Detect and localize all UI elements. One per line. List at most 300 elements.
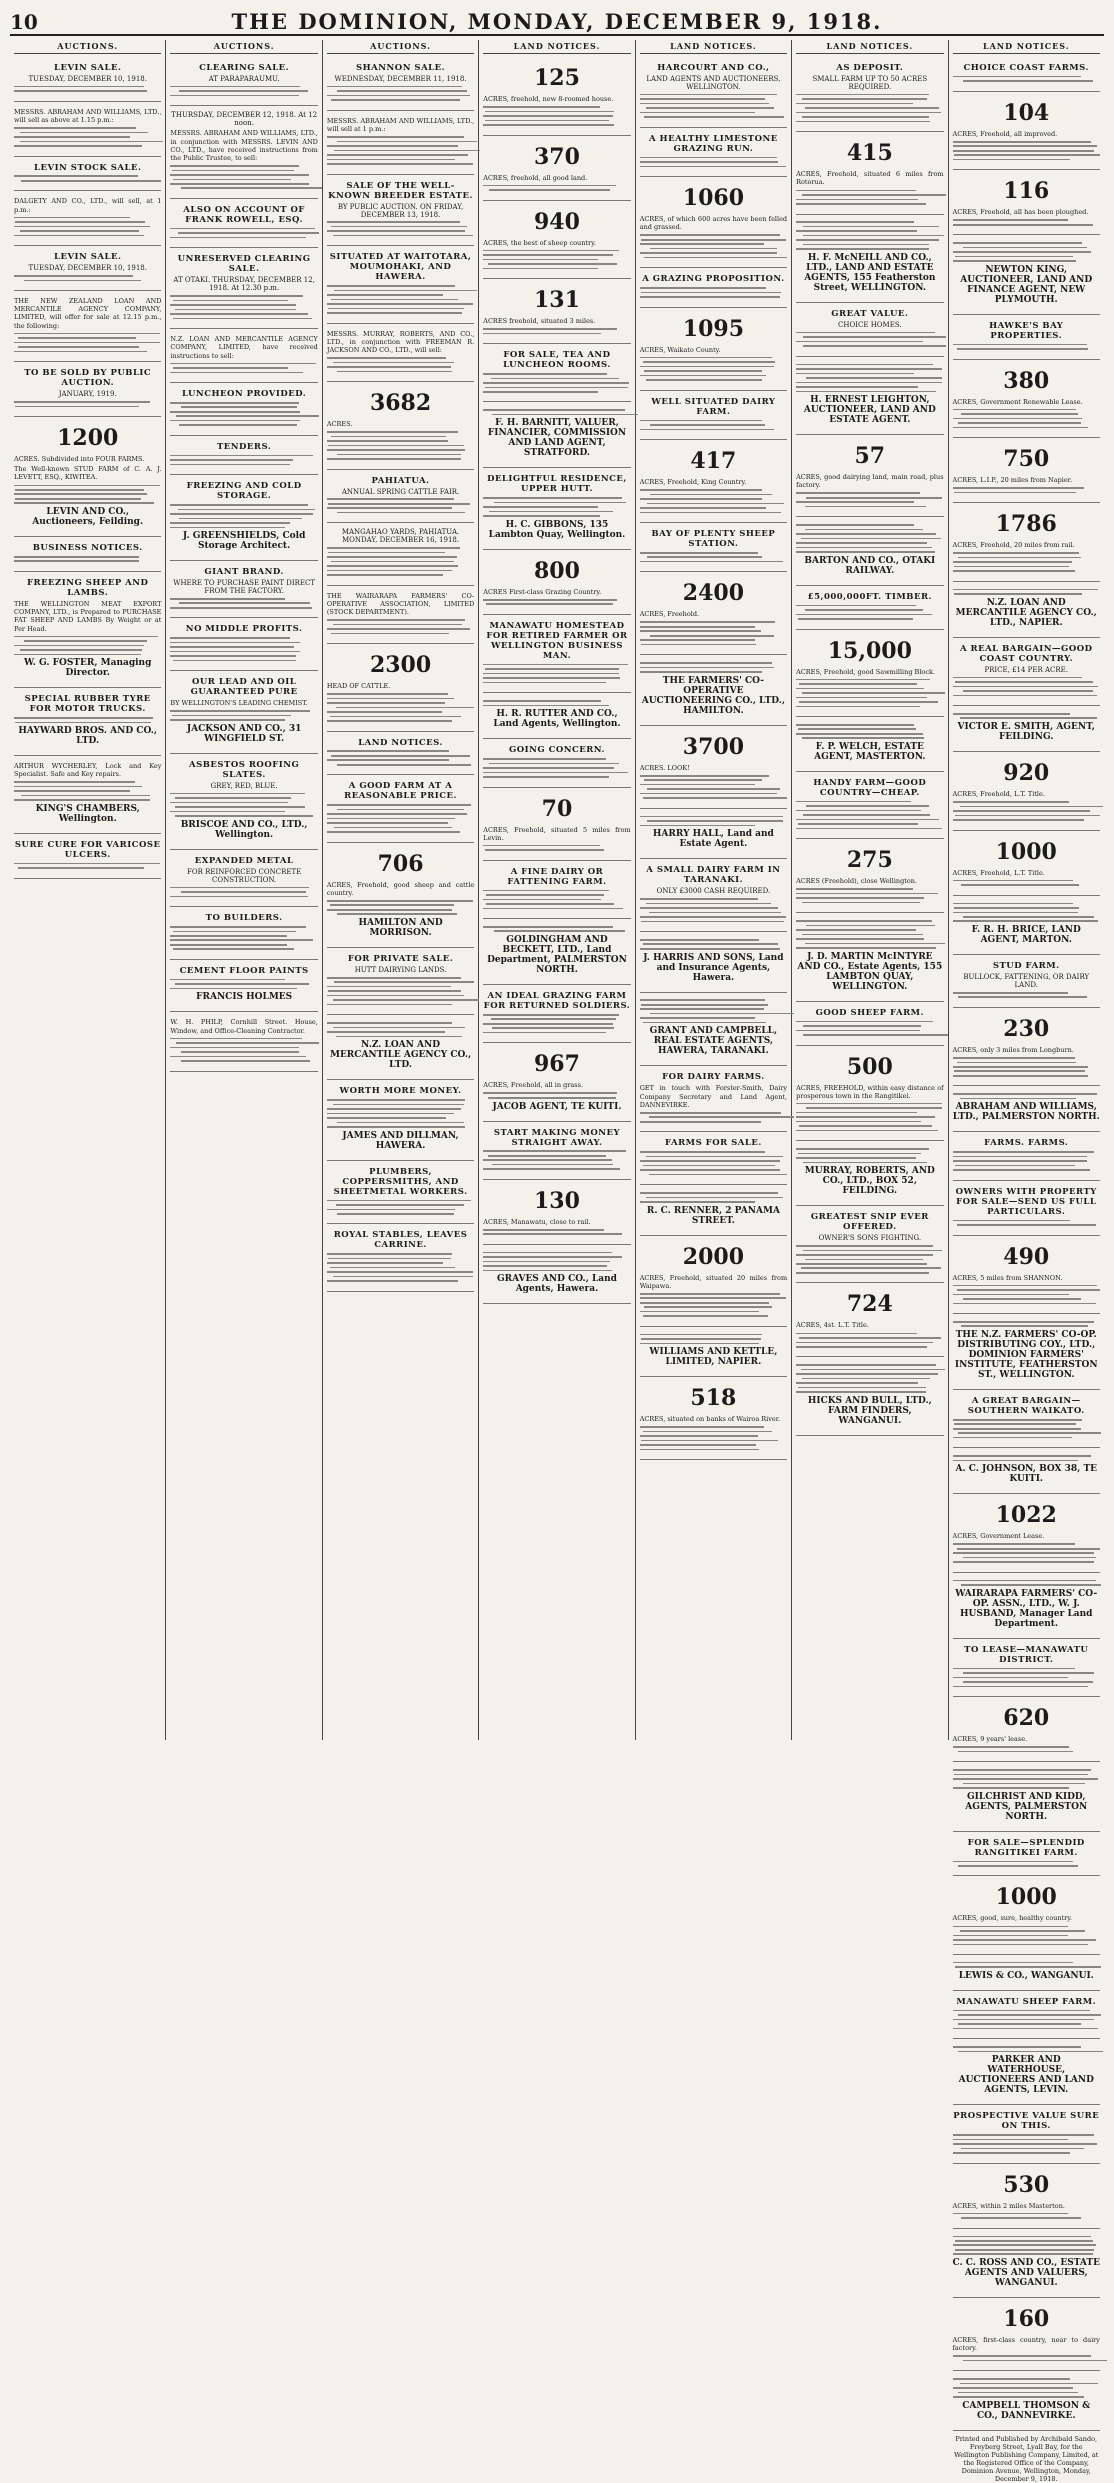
ad-advertiser: H. C. GIBBONS, 135 Lambton Quay, Wellington. <box>488 519 626 540</box>
type-line <box>24 280 140 282</box>
type-line <box>176 415 319 417</box>
type-line <box>796 706 920 708</box>
type-line <box>806 925 934 927</box>
ad-acreage: 57 <box>854 443 886 470</box>
advertisement <box>327 775 474 842</box>
type-line <box>953 1160 1087 1162</box>
type-line <box>953 1321 1095 1323</box>
ad-advertiser: MURRAY, ROBERTS, AND CO., LTD., BOX 52, FEILDING. <box>804 1166 935 1197</box>
type-line <box>327 1200 471 1202</box>
type-line <box>18 867 143 869</box>
ad-advertiser: N.Z. LOAN AND MERCANTILE AGENCY CO., LTD. <box>329 1040 472 1071</box>
type-line <box>483 185 616 187</box>
ad-heading: LEVIN SALE. <box>54 63 122 73</box>
advertisement <box>796 839 943 913</box>
type-line <box>327 693 448 695</box>
type-line <box>805 529 923 531</box>
type-line <box>953 418 1083 420</box>
body-copy-lines <box>327 977 474 1006</box>
advertisement <box>483 344 630 402</box>
ad-acreage: 750 <box>1003 446 1050 473</box>
ad-advertiser: J. D. MARTIN McINTYRE AND CO., Estate Agents, 155 LAMBTON QUAY, WELLINGTON. <box>797 951 943 992</box>
type-line <box>640 825 755 827</box>
body-copy-lines <box>327 804 474 833</box>
advertisement <box>327 843 474 948</box>
advertisement <box>483 1245 630 1304</box>
ad-advertiser: VICTOR E. SMITH, AGENT, FEILDING. <box>957 722 1095 743</box>
advertisement <box>170 907 317 960</box>
body-copy-lines <box>483 373 630 393</box>
type-line <box>640 1151 765 1153</box>
type-line <box>170 944 286 946</box>
type-line <box>331 99 459 101</box>
ad-heading: SHANNON SALE. <box>356 63 446 73</box>
ad-acreage-detail: ACRES, L.I.P., 20 miles from Napier. <box>952 476 1073 485</box>
type-line <box>170 811 285 813</box>
advertisement <box>953 1008 1100 1087</box>
type-line <box>953 242 1083 244</box>
body-copy-lines <box>640 775 787 799</box>
type-line <box>796 1346 927 1348</box>
body-copy-lines <box>327 1099 474 1128</box>
advertisement <box>953 1991 1100 2039</box>
advertisement <box>640 932 787 992</box>
type-line <box>14 351 147 353</box>
advertisement <box>483 1180 630 1245</box>
advertisement <box>640 440 787 523</box>
type-line <box>953 1746 1069 1748</box>
ad-heading: PROSPECTIVE VALUE SURE ON THIS. <box>953 2111 1100 2132</box>
type-line <box>953 2387 1074 2389</box>
body-copy-lines <box>483 1229 630 1235</box>
type-line <box>640 366 774 368</box>
type-line <box>640 1008 764 1010</box>
ad-acreage: 500 <box>846 1053 893 1080</box>
type-line <box>803 1250 942 1252</box>
body-copy-lines <box>170 455 317 466</box>
type-line <box>953 1926 1068 1928</box>
advertisement <box>170 671 317 754</box>
body-copy-lines <box>327 750 474 765</box>
type-line <box>327 357 446 359</box>
type-line <box>953 1057 1075 1059</box>
type-line <box>170 464 289 466</box>
body-copy-lines <box>953 801 1100 821</box>
body-copy-lines <box>796 1103 943 1132</box>
type-line <box>803 1034 947 1036</box>
ad-acreage-detail: ACRES freehold, situated 3 miles. <box>483 317 596 326</box>
type-line <box>327 154 469 156</box>
advertisement <box>640 993 787 1067</box>
type-line <box>640 621 776 623</box>
type-line <box>961 1584 1101 1586</box>
type-line <box>488 1097 616 1099</box>
body-copy-lines <box>640 157 787 168</box>
ad-advertiser: LEVIN AND CO., Auctioneers, Feilding. <box>32 507 144 528</box>
body-copy-lines <box>796 190 943 205</box>
body-copy-lines <box>953 1220 1100 1226</box>
ad-acreage: 1095 <box>682 315 745 342</box>
type-line <box>640 898 758 900</box>
body-copy-lines <box>953 76 1100 82</box>
body-copy-lines <box>14 175 161 181</box>
type-line <box>963 1557 1096 1559</box>
type-line <box>640 252 777 254</box>
type-line <box>181 1051 299 1053</box>
type-line <box>953 1285 1097 1287</box>
ad-heading: A HEALTHY LIMESTONE GRAZING RUN. <box>649 133 778 154</box>
type-line <box>170 1047 298 1049</box>
type-line <box>328 1258 450 1260</box>
ad-heading: PLUMBERS, COPPERSMITHS, AND SHEETMETAL WORKERS. <box>333 1166 468 1197</box>
body-copy-lines <box>483 1150 630 1170</box>
type-line <box>796 1021 933 1023</box>
type-line <box>796 501 914 503</box>
ad-advertiser: CAMPBELL THOMSON & CO., DANNEVIRKE. <box>962 2400 1091 2421</box>
type-line <box>14 717 153 719</box>
type-line <box>953 2355 1092 2357</box>
ad-heading: GIANT BRAND. <box>204 567 284 578</box>
type-line <box>14 502 154 504</box>
type-line <box>955 681 1092 683</box>
type-line <box>181 891 306 893</box>
ad-advertiser: HARRY HALL, Land and Estate Agent. <box>652 829 774 850</box>
type-line <box>953 1935 1068 1937</box>
type-line <box>327 449 466 451</box>
type-line <box>170 504 307 506</box>
type-line <box>957 1548 1100 1550</box>
type-line <box>489 511 613 513</box>
ad-heading: TO BE SOLD BY PUBLIC AUCTION. <box>24 368 152 389</box>
ad-acreage-detail: ACRES, within 2 miles Masterton. <box>952 2201 1065 2210</box>
ad-acreage-detail: ACRES, freehold, all good land. <box>483 173 588 182</box>
type-line <box>170 637 289 639</box>
type-line <box>640 626 755 628</box>
body-copy-lines <box>14 556 161 562</box>
page-column <box>323 40 479 1740</box>
advertisement <box>953 1494 1100 1573</box>
type-line <box>796 679 930 681</box>
type-line <box>327 822 448 824</box>
advertisement <box>796 1357 943 1435</box>
advertisement <box>953 1181 1100 1236</box>
body-copy-lines <box>14 217 161 237</box>
type-line <box>953 1437 1072 1439</box>
type-line <box>327 312 463 314</box>
page-column <box>636 40 792 1740</box>
ad-heading: FOR SALE—SPLENDID RANGITIKEI FARM. <box>967 1837 1085 1858</box>
type-line <box>796 203 926 205</box>
ad-acreage: 940 <box>534 208 580 235</box>
body-copy-lines <box>640 234 787 258</box>
type-line <box>640 552 758 554</box>
type-line <box>796 1382 918 1384</box>
type-line <box>331 226 467 228</box>
type-line <box>488 263 618 265</box>
body-copy-lines <box>953 1057 1100 1077</box>
type-line <box>953 2134 1095 2136</box>
type-line <box>492 414 638 416</box>
ad-heading: GREAT VALUE. <box>831 308 909 319</box>
type-line <box>796 1245 933 1247</box>
body-copy-lines <box>953 1151 1100 1171</box>
ad-acreage: 3700 <box>682 733 745 760</box>
body-copy-lines <box>953 1455 1100 1461</box>
type-line <box>173 948 294 950</box>
type-line <box>14 145 142 147</box>
column-header: LAND NOTICES. <box>483 40 630 54</box>
advertisement <box>483 615 630 693</box>
body-copy-lines <box>14 781 161 801</box>
type-line <box>170 598 285 600</box>
type-line <box>14 654 141 656</box>
ad-acreage: 125 <box>534 65 580 91</box>
ad-acreage: 131 <box>534 287 580 314</box>
type-line <box>806 497 942 499</box>
advertisement <box>170 618 317 671</box>
type-line <box>14 127 136 129</box>
type-line <box>170 455 313 457</box>
type-line <box>803 814 930 816</box>
type-line <box>796 391 936 393</box>
ad-heading: CHOICE COAST FARMS. <box>963 63 1089 73</box>
type-line <box>953 1151 1095 1153</box>
type-line <box>963 1783 1085 1785</box>
type-line <box>796 920 932 922</box>
type-line <box>960 2383 1099 2385</box>
type-line <box>14 226 150 228</box>
type-line <box>170 522 289 524</box>
type-line <box>181 1060 311 1062</box>
advertisement <box>953 2164 1100 2229</box>
type-line <box>963 2360 1107 2362</box>
advertisement <box>953 1390 1100 1448</box>
ad-advertiser: THE N.Z. FARMERS' CO-OP. DISTRIBUTING COY., LTD., DOMINION FARMERS' INSTITUTE, FEATHERSTON ST., WELLINGTON. <box>954 1330 1098 1381</box>
type-line <box>796 929 915 931</box>
type-line <box>327 759 449 761</box>
body-copy-lines <box>640 94 787 118</box>
advertisement <box>14 834 161 879</box>
advertisement <box>640 809 787 859</box>
type-line <box>14 556 139 558</box>
type-line <box>953 1580 1096 1582</box>
ad-acreage-detail: ACRES. LOOK! <box>639 763 690 772</box>
type-line <box>483 268 598 270</box>
ad-acreage: 2300 <box>369 652 432 679</box>
type-line <box>650 424 765 426</box>
type-line <box>327 1253 452 1255</box>
type-line <box>327 977 461 979</box>
ad-heading: WORTH MORE MONEY. <box>339 1086 462 1097</box>
ad-subheading: CHOICE HOMES. <box>838 320 902 329</box>
advertisement <box>170 436 317 475</box>
advertisement <box>796 1141 943 1206</box>
type-line <box>14 333 160 335</box>
type-line <box>492 1027 614 1029</box>
ad-heading: FARMS FOR SALE. <box>664 1138 762 1149</box>
advertisement <box>14 417 161 537</box>
type-line <box>640 287 767 289</box>
type-line <box>958 2014 1101 2016</box>
type-line <box>640 1169 780 1171</box>
advertisement <box>640 391 787 440</box>
type-line <box>483 1229 604 1231</box>
type-line <box>327 1099 466 1101</box>
body-copy-lines <box>640 489 787 513</box>
advertisement <box>14 756 161 834</box>
advertisement <box>483 693 630 739</box>
type-line <box>24 640 146 642</box>
type-line <box>960 1098 1076 1100</box>
type-line <box>801 538 941 540</box>
ad-acreage-detail: ACRES, only 3 miles from Longburn. <box>952 1045 1074 1054</box>
body-copy-lines <box>14 636 161 656</box>
type-line <box>796 733 923 735</box>
type-line <box>170 651 300 653</box>
type-line <box>957 1289 1100 1291</box>
type-line <box>796 697 927 699</box>
type-line <box>170 165 298 167</box>
ad-heading: AS DEPOSIT. <box>836 63 904 73</box>
type-line <box>483 700 601 702</box>
advertisement <box>327 732 474 776</box>
type-line <box>953 801 1069 803</box>
advertisement <box>483 985 630 1043</box>
type-line <box>953 1686 1089 1688</box>
type-line <box>803 336 946 338</box>
type-line <box>483 664 627 666</box>
type-line <box>806 1107 942 1109</box>
type-line <box>640 1444 756 1446</box>
type-line <box>953 1419 1083 1421</box>
type-line <box>796 1342 933 1344</box>
type-line <box>796 828 942 830</box>
type-line <box>486 894 604 896</box>
type-line <box>327 285 455 287</box>
type-line <box>483 599 617 601</box>
ad-subheading: AT OTAKI. THURSDAY, DECEMBER 12, 1918. At 12.30 p.m. <box>173 276 315 293</box>
type-line <box>170 459 292 461</box>
ad-acreage-detail: ACRES, Freehold. <box>639 610 700 619</box>
advertisement <box>483 788 630 861</box>
body-copy-lines <box>953 1926 1100 1946</box>
type-line <box>963 80 1093 82</box>
ad-acreage-detail: ACRES, 5 miles from SHANNON. <box>952 1273 1063 1282</box>
type-line <box>796 1148 929 1150</box>
ad-advertiser: HICKS AND BULL, LTD., FARM FINDERS, WANGANUI. <box>807 1395 932 1426</box>
type-line <box>327 1209 455 1211</box>
type-line <box>327 986 451 988</box>
type-line <box>954 1774 1088 1776</box>
advertisement <box>953 896 1100 955</box>
ad-advertiser: F. H. BARNITT, VALUER, FINANCIER, COMMISSION AND LAND AGENT, STRATFORD. <box>487 418 627 459</box>
advertisement <box>953 1086 1100 1132</box>
type-line <box>491 1018 616 1020</box>
body-copy-lines <box>796 524 943 553</box>
type-line <box>640 157 777 159</box>
body-copy-lines <box>640 552 787 563</box>
type-line <box>170 420 300 422</box>
type-line <box>640 907 779 909</box>
type-line <box>640 429 774 431</box>
type-line <box>799 683 917 685</box>
type-line <box>337 809 464 811</box>
type-line <box>483 328 617 330</box>
type-line <box>640 98 765 100</box>
body-copy-lines <box>327 431 474 460</box>
ad-heading: SALE OF THE WELL-KNOWN BREEDER ESTATE. <box>328 180 473 201</box>
type-line <box>958 1432 1101 1434</box>
advertisement <box>170 248 317 329</box>
ad-advertiser: C. C. ROSS AND CO., ESTATE AGENTS AND VALUERS, WANGANUI. <box>952 2258 1100 2289</box>
type-line <box>796 551 935 553</box>
type-line <box>483 1168 620 1170</box>
type-line <box>796 373 914 375</box>
type-line <box>327 1117 446 1119</box>
type-line <box>796 121 930 123</box>
type-line <box>333 362 454 364</box>
advertisement <box>170 561 317 618</box>
type-line <box>958 422 1080 424</box>
advertisement <box>796 1283 943 1357</box>
ad-acreage: 724 <box>846 1291 893 1318</box>
advertisement <box>796 303 943 357</box>
type-line <box>953 1787 1069 1789</box>
body-copy-lines <box>640 1426 787 1450</box>
type-line <box>796 801 911 803</box>
type-line <box>643 1315 768 1317</box>
type-line <box>953 487 1084 489</box>
type-line <box>485 120 609 122</box>
ad-heading: ROYAL STABLES, LEAVES CARRINE. <box>333 1230 468 1251</box>
type-line <box>796 382 942 384</box>
type-line <box>483 1233 622 1235</box>
type-line <box>796 810 921 812</box>
body-copy-lines <box>170 887 317 898</box>
body-copy-lines <box>953 1285 1100 1305</box>
ad-heading: GOING CONCERN. <box>508 745 605 756</box>
type-line <box>181 187 323 189</box>
ad-subheading: FOR REINFORCED CONCRETE CONSTRUCTION. <box>186 867 302 884</box>
advertisement <box>953 438 1100 503</box>
advertisement <box>640 726 787 809</box>
body-copy-lines <box>953 409 1100 429</box>
type-line <box>960 1930 1085 1932</box>
type-line <box>327 720 452 722</box>
advertisement <box>14 362 161 417</box>
advertisement <box>953 706 1100 752</box>
ad-body-text: DALGETY AND CO., LTD., will sell, at 1 p.m.: <box>14 197 162 214</box>
advertisement <box>170 960 317 1012</box>
body-copy-lines <box>953 141 1100 161</box>
column-header: AUCTIONS. <box>327 40 474 54</box>
type-line <box>806 377 942 379</box>
type-line <box>953 2028 1099 2030</box>
type-line <box>646 1197 783 1199</box>
ad-heading: LEVIN SALE. <box>54 252 122 263</box>
type-line <box>802 1378 930 1380</box>
type-line <box>640 1121 761 1123</box>
ad-advertiser: LEWIS & CO., WANGANUI. <box>958 1970 1094 1981</box>
body-copy-lines <box>483 758 630 778</box>
page-column <box>10 40 166 1740</box>
body-copy-lines <box>327 900 474 915</box>
advertisement <box>796 435 943 517</box>
body-copy-lines <box>170 402 317 426</box>
type-line <box>640 1449 759 1451</box>
ad-body-text: MESSRS. ABRAHAM AND WILLIAMS, LTD., in conjunction with MESSRS. LEVIN AND CO., LTD., have received instructions from the Public Trustee, to sell: <box>170 129 318 162</box>
ad-subheading: HUTT DAIRYING LANDS. <box>354 966 447 975</box>
